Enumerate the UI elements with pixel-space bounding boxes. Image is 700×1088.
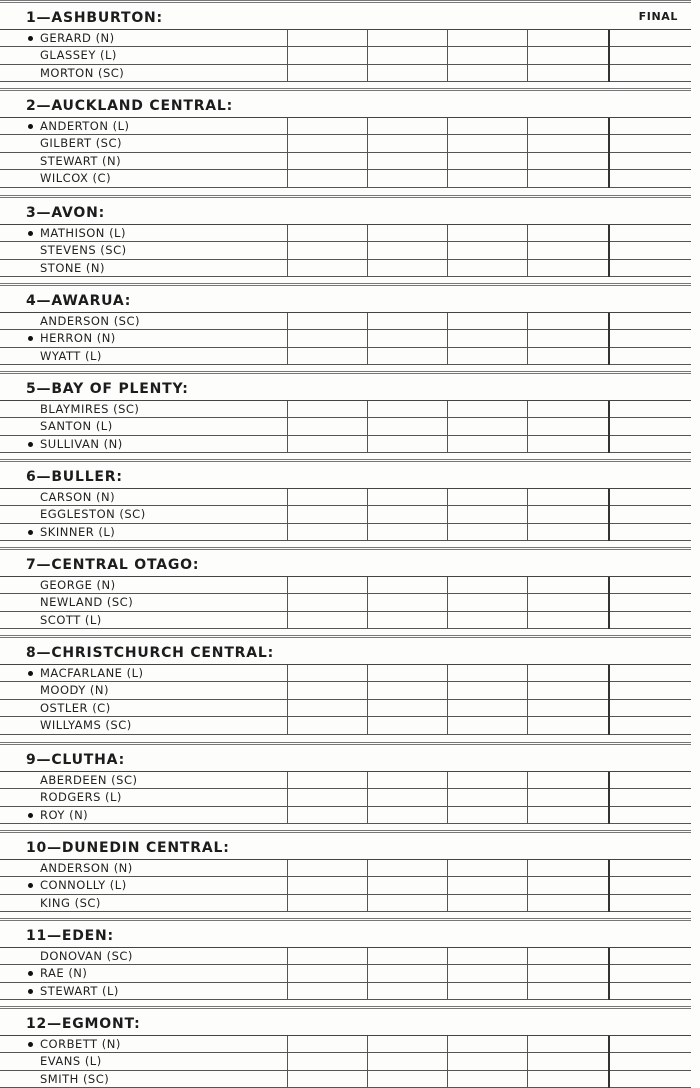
candidate-row — [0, 1036, 691, 1053]
electorate-title: 11—EDEN: — [26, 928, 114, 944]
candidate-row — [0, 524, 691, 541]
candidate-name: STEWART (N) — [40, 153, 122, 168]
section-divider — [0, 283, 691, 286]
column-divider — [287, 118, 288, 188]
column-divider — [527, 772, 528, 824]
candidate-name: STONE (N) — [40, 260, 105, 275]
column-divider — [287, 225, 288, 277]
candidate-table — [0, 488, 691, 541]
electorate-title: 5—BAY OF PLENTY: — [26, 381, 189, 397]
column-divider — [527, 489, 528, 541]
candidate-name: SKINNER (L) — [40, 524, 116, 539]
candidate-row — [0, 772, 691, 789]
candidate-name: MACFARLANE (L) — [40, 666, 144, 680]
candidate-name: DONOVAN (SC) — [40, 949, 133, 963]
final-column-divider — [608, 313, 610, 365]
candidate-name: WYATT (L) — [40, 348, 102, 363]
candidate-row — [0, 225, 691, 242]
column-divider — [287, 577, 288, 629]
section-divider — [0, 918, 691, 921]
column-divider — [447, 313, 448, 365]
column-divider — [287, 1036, 288, 1088]
column-divider — [287, 772, 288, 824]
column-divider — [447, 1036, 448, 1088]
column-divider — [367, 225, 368, 277]
candidate-row — [0, 260, 691, 277]
column-divider — [287, 948, 288, 1000]
section-divider — [0, 547, 691, 550]
candidate-name: RAE (N) — [40, 966, 88, 981]
candidate-row — [0, 665, 691, 682]
candidate-row — [0, 153, 691, 170]
candidate-table — [0, 576, 691, 629]
candidate-row — [0, 682, 691, 699]
section-divider — [0, 371, 691, 374]
elected-bullet-icon — [28, 883, 33, 888]
column-divider — [447, 489, 448, 541]
column-divider — [367, 772, 368, 824]
candidate-name: GERARD (N) — [40, 31, 115, 45]
candidate-table — [0, 771, 691, 824]
elected-bullet-icon — [28, 971, 33, 976]
final-column-divider — [608, 860, 610, 912]
column-divider — [447, 772, 448, 824]
candidate-table — [0, 859, 691, 912]
column-divider — [287, 313, 288, 365]
candidate-table — [0, 947, 691, 1000]
candidate-row — [0, 489, 691, 506]
candidate-row — [0, 895, 691, 912]
candidate-name: GILBERT (SC) — [40, 136, 123, 151]
column-divider — [367, 665, 368, 735]
elected-bullet-icon — [28, 336, 33, 341]
candidate-row — [0, 1071, 691, 1088]
candidate-name: RODGERS (L) — [40, 790, 122, 805]
candidate-name: ANDERTON (L) — [40, 119, 130, 133]
final-column-divider — [608, 772, 610, 824]
column-divider — [367, 1036, 368, 1088]
candidate-row — [0, 118, 691, 135]
column-divider — [447, 225, 448, 277]
candidate-name: WILCOX (C) — [40, 171, 112, 186]
section-divider — [0, 1006, 691, 1009]
candidate-row — [0, 612, 691, 629]
candidate-table — [0, 664, 691, 735]
candidate-table — [0, 312, 691, 365]
section-divider — [0, 830, 691, 833]
column-divider — [447, 30, 448, 82]
column-divider — [287, 665, 288, 735]
column-divider — [367, 118, 368, 188]
column-divider — [527, 1036, 528, 1088]
candidate-row — [0, 47, 691, 64]
elected-bullet-icon — [28, 813, 33, 818]
candidate-row — [0, 860, 691, 877]
candidate-table — [0, 29, 691, 82]
candidate-row — [0, 170, 691, 187]
final-column-divider — [608, 401, 610, 453]
candidate-name: GEORGE (N) — [40, 578, 116, 592]
column-divider — [367, 30, 368, 82]
electorate-title: 6—BULLER: — [26, 469, 123, 485]
candidate-row — [0, 965, 691, 982]
candidate-name: OSTLER (C) — [40, 700, 111, 715]
column-divider — [447, 665, 448, 735]
candidate-row — [0, 1053, 691, 1070]
column-divider — [527, 860, 528, 912]
column-divider — [287, 401, 288, 453]
candidate-row — [0, 418, 691, 435]
candidate-row — [0, 313, 691, 330]
candidate-row — [0, 30, 691, 47]
column-divider — [367, 313, 368, 365]
elected-bullet-icon — [28, 1042, 33, 1047]
candidate-name: ANDERSON (N) — [40, 861, 133, 875]
section-divider — [0, 635, 691, 638]
candidate-name: MORTON (SC) — [40, 65, 125, 80]
candidate-name: WILLYAMS (SC) — [40, 718, 132, 733]
candidate-row — [0, 717, 691, 734]
final-column-divider — [608, 30, 610, 82]
column-divider — [447, 860, 448, 912]
electorate-title: 10—DUNEDIN CENTRAL: — [26, 840, 230, 856]
column-divider — [447, 948, 448, 1000]
candidate-name: EVANS (L) — [40, 1054, 102, 1069]
column-divider — [527, 30, 528, 82]
top-rule — [0, 0, 691, 3]
candidate-name: MATHISON (L) — [40, 226, 126, 240]
candidate-name: CORBETT (N) — [40, 1037, 121, 1051]
candidate-row — [0, 401, 691, 418]
candidate-name: MOODY (N) — [40, 683, 110, 698]
elected-bullet-icon — [28, 124, 33, 129]
column-divider — [287, 30, 288, 82]
candidate-name: HERRON (N) — [40, 331, 116, 346]
column-divider — [527, 225, 528, 277]
candidate-row — [0, 348, 691, 365]
section-divider — [0, 88, 691, 91]
final-column-divider — [608, 118, 610, 188]
candidate-row — [0, 594, 691, 611]
candidate-row — [0, 877, 691, 894]
column-divider — [367, 489, 368, 541]
elected-bullet-icon — [28, 530, 33, 535]
candidate-name: ABERDEEN (SC) — [40, 773, 138, 787]
column-divider — [527, 401, 528, 453]
candidate-row — [0, 983, 691, 1000]
candidate-row — [0, 700, 691, 717]
elected-bullet-icon — [28, 36, 33, 41]
candidate-row — [0, 242, 691, 259]
column-divider — [527, 665, 528, 735]
final-column-label: FINAL — [638, 10, 678, 23]
electorate-title: 8—CHRISTCHURCH CENTRAL: — [26, 645, 274, 661]
final-column-divider — [608, 1036, 610, 1088]
column-divider — [527, 577, 528, 629]
final-column-divider — [608, 225, 610, 277]
candidate-name: ANDERSON (SC) — [40, 314, 140, 328]
candidate-table — [0, 224, 691, 277]
electorate-title: 3—AVON: — [26, 205, 106, 221]
electorate-title: 1—ASHBURTON: — [26, 10, 163, 26]
section-divider — [0, 195, 691, 198]
electorate-title: 4—AWARUA: — [26, 293, 132, 309]
column-divider — [447, 401, 448, 453]
candidate-row — [0, 506, 691, 523]
section-divider — [0, 459, 691, 462]
candidate-row — [0, 789, 691, 806]
final-column-divider — [608, 489, 610, 541]
candidate-name: SMITH (SC) — [40, 1071, 110, 1086]
column-divider — [527, 948, 528, 1000]
candidate-name: SCOTT (L) — [40, 612, 102, 627]
candidate-row — [0, 135, 691, 152]
electorate-title: 9—CLUTHA: — [26, 752, 125, 768]
candidate-row — [0, 330, 691, 347]
column-divider — [367, 860, 368, 912]
column-divider — [367, 577, 368, 629]
column-divider — [527, 118, 528, 188]
candidate-name: CONNOLLY (L) — [40, 878, 127, 893]
candidate-name: NEWLAND (SC) — [40, 595, 134, 610]
final-column-divider — [608, 665, 610, 735]
candidate-row — [0, 65, 691, 82]
candidate-table — [0, 400, 691, 453]
column-divider — [287, 860, 288, 912]
column-divider — [447, 577, 448, 629]
final-column-divider — [608, 948, 610, 1000]
candidate-table — [0, 117, 691, 188]
candidate-row — [0, 948, 691, 965]
electorate-title: 7—CENTRAL OTAGO: — [26, 557, 200, 573]
candidate-name: SANTON (L) — [40, 419, 113, 434]
candidate-row — [0, 807, 691, 824]
candidate-row — [0, 577, 691, 594]
section-divider — [0, 742, 691, 745]
elected-bullet-icon — [28, 442, 33, 447]
candidate-name: EGGLESTON (SC) — [40, 507, 146, 522]
candidate-name: STEWART (L) — [40, 983, 119, 998]
candidate-name: SULLIVAN (N) — [40, 436, 123, 451]
candidate-name: KING (SC) — [40, 895, 101, 910]
electorate-title: 12—EGMONT: — [26, 1016, 141, 1032]
column-divider — [367, 401, 368, 453]
elected-bullet-icon — [28, 231, 33, 236]
candidate-name: GLASSEY (L) — [40, 48, 117, 63]
candidate-name: CARSON (N) — [40, 490, 116, 504]
final-column-divider — [608, 577, 610, 629]
candidate-row — [0, 436, 691, 453]
candidate-name: BLAYMIRES (SC) — [40, 402, 140, 416]
electorate-title: 2—AUCKLAND CENTRAL: — [26, 98, 234, 114]
candidate-table — [0, 1035, 691, 1088]
candidate-name: STEVENS (SC) — [40, 243, 127, 258]
column-divider — [527, 313, 528, 365]
elected-bullet-icon — [28, 671, 33, 676]
column-divider — [287, 489, 288, 541]
elected-bullet-icon — [28, 989, 33, 994]
column-divider — [447, 118, 448, 188]
column-divider — [367, 948, 368, 1000]
candidate-name: ROY (N) — [40, 807, 89, 822]
